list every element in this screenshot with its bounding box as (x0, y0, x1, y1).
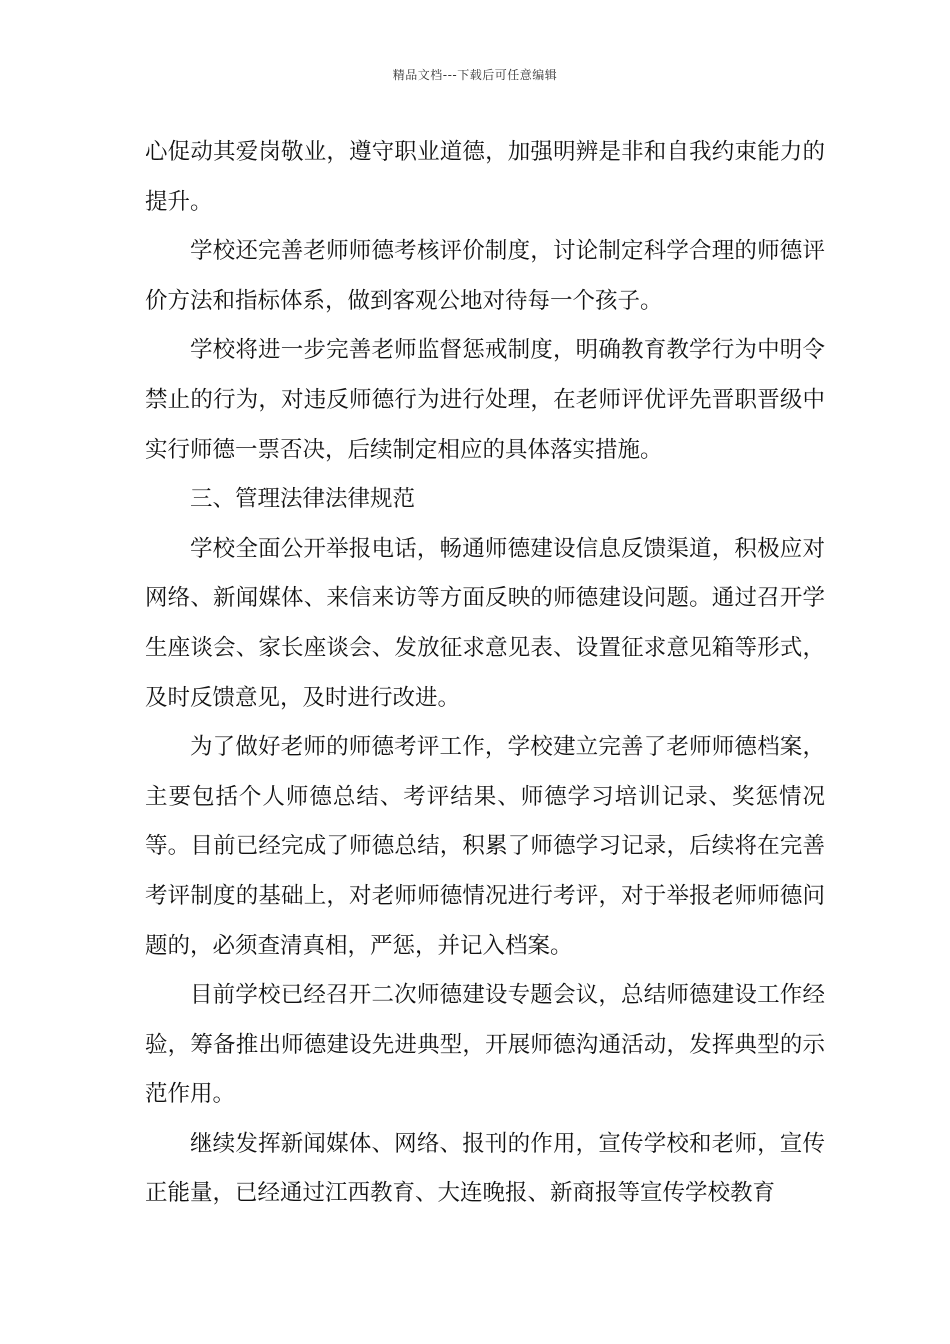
paragraph-continuation: 心促动其爱岗敬业，遵守职业道德，加强明辨是非和自我约束能力的提升。 (145, 139, 825, 215)
section-heading: 三、管理法律法律规范 (190, 486, 416, 513)
page-header: 精品文档---下载后可任意编辑 (392, 68, 558, 82)
paragraph: 学校将进一步完善老师监督惩戒制度，明确教育教学行为中明令禁止的行为，对违反师德行为进行处理，在老师评优评先晋职晋级中实行师德一票否决，后续制定相应的具体落实措施。 (145, 337, 825, 463)
paragraph: 学校全面公开举报电话，畅通师德建设信息反馈渠道，积极应对网络、新闻媒体、来信来访等方面反映的师德建设问题。通过召开学生座谈会、家长座谈会、发放征求意见表、设置征求意见箱等形式，及时反馈意见，及时进行改进。 (145, 535, 825, 711)
paragraph: 目前学校已经召开二次师德建设专题会议，总结师德建设工作经验，筹备推出师德建设先进典型，开展师德沟通活动，发挥典型的示范作用。 (145, 982, 825, 1108)
paragraph: 学校还完善老师师德考核评价制度，讨论制定科学合理的师德评价方法和指标体系，做到客观公地对待每一个孩子。 (145, 238, 825, 314)
document-body (145, 128, 825, 1219)
paragraph: 继续发挥新闻媒体、网络、报刊的作用，宣传学校和老师，宣传正能量，已经通过江西教育、大连晚报、新商报等宣传学校教育 (145, 1130, 825, 1207)
paragraph: 为了做好老师的师德考评工作，学校建立完善了老师师德档案，主要包括个人师德总结、考评结果、师德学习培训记录、奖惩情况等。目前已经完成了师德总结，积累了师德学习记录，后续将在完善考评制度的基础上，对老师师德情况进行考评，对于举报老师师德问题的，必须查清真相，严惩，并记入档案。 (145, 734, 825, 959)
